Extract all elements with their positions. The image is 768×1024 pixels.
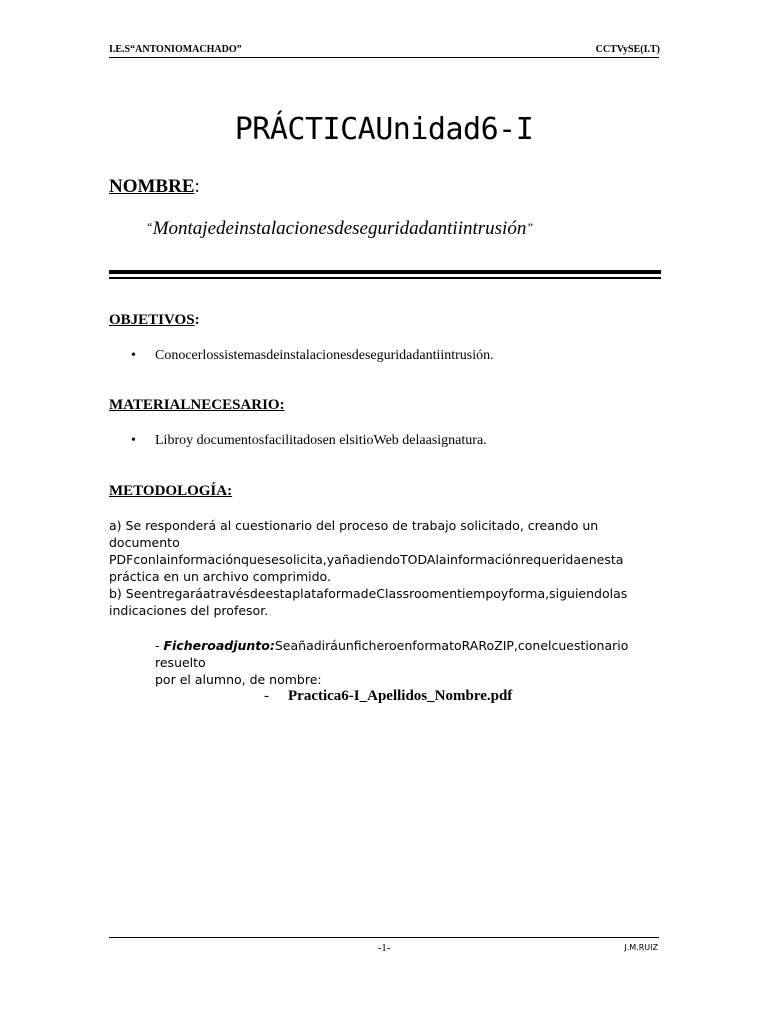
paragraph-b-line-2: indicaciones del profesor.	[109, 603, 269, 618]
paragraph-b-line-1: b) SeentregaráatravésdeestaplataformadeClassroomentiempoyforma,siguiendolas	[109, 586, 628, 601]
bullet-icon: •	[131, 433, 136, 448]
footer-rule	[109, 937, 659, 938]
material-heading-text: MATERIALNECESARIO:	[109, 397, 285, 413]
objetivos-item	[131, 348, 494, 364]
author: J.M.RUIZ	[624, 943, 658, 952]
attachment-note	[155, 637, 665, 688]
metodologia-heading	[109, 483, 232, 500]
paragraph-b	[109, 585, 669, 619]
close-quote: ”	[526, 220, 534, 234]
objetivos-heading-text: OBJETIVOS	[109, 312, 195, 328]
page-title: PRÁCTICAUnidad6-I	[234, 112, 534, 147]
material-item	[131, 433, 487, 449]
paragraph-a-line-1: a) Se responderá al cuestionario del proceso de trabajo solicitado, creando un documento	[109, 518, 599, 550]
attachment-dash: -	[155, 638, 164, 653]
page-number: -1-	[377, 942, 391, 954]
paragraph-a	[109, 517, 669, 585]
filename-dash: -	[264, 688, 269, 704]
page-header-right: CCTVySE(I.T)	[595, 44, 660, 55]
objetivos-item-text: Conocerlossistemasdeinstalacionesdeseguridadantiintrusión.	[155, 348, 494, 363]
practice-subtitle	[146, 218, 533, 240]
attachment-label: Ficheroadjunto:	[163, 638, 275, 653]
paragraph-a-line-3: práctica en un archivo comprimido.	[109, 569, 331, 584]
filename: Practica6-I_Apellidos_Nombre.pdf	[288, 688, 513, 704]
header-rule	[109, 57, 659, 58]
material-item-text: Libroy documentosfacilitadosen elsitioWeb delaasignatura.	[155, 433, 487, 448]
filename-line	[264, 688, 512, 705]
title-divider-thick	[109, 270, 661, 274]
objetivos-heading	[109, 312, 200, 329]
objetivos-heading-colon: :	[194, 312, 200, 328]
open-quote: “	[146, 220, 153, 234]
subtitle-text: Montajedeinstalacionesdeseguridadantiintrusión	[152, 218, 527, 239]
nombre-label-colon: :	[194, 176, 200, 197]
page-header-left: I.E.S“ANTONIOMACHADO”	[109, 44, 242, 55]
material-heading	[109, 397, 285, 414]
bullet-icon: •	[131, 348, 136, 363]
metodologia-heading-text: METODOLOGÍA:	[109, 483, 233, 499]
attachment-line-2: por el alumno, de nombre:	[155, 672, 322, 687]
attachment-line-1	[155, 637, 665, 671]
title-divider-thin	[109, 277, 661, 279]
attachment-text: SeañadiráunficheroenformatoRARoZIP,conelcuestionario resuelto	[155, 638, 629, 670]
nombre-label-text: NOMBRE	[109, 176, 195, 197]
nombre-label	[109, 176, 200, 198]
paragraph-a-line-2: PDFconlainformaciónquesesolicita,yañadiendoTODAlainformaciónrequeridaenesta	[109, 552, 624, 567]
